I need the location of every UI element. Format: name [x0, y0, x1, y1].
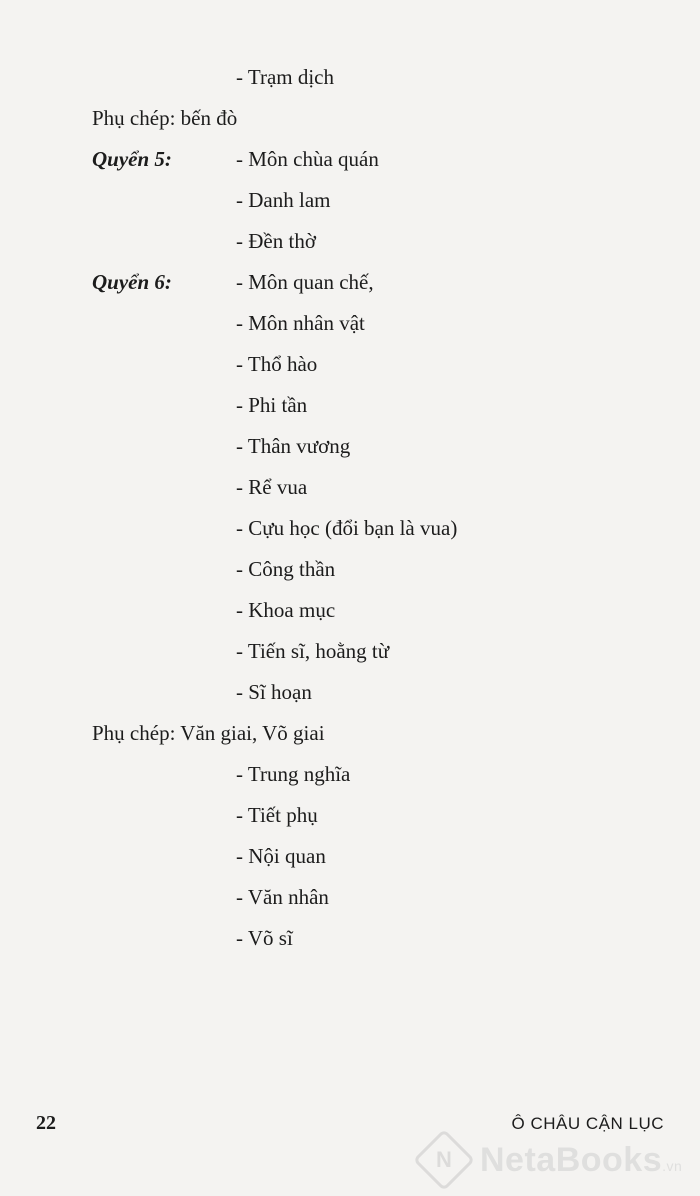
- toc-item-than-vuong: - Thân vương: [236, 434, 351, 458]
- volume-6-label: Quyển 6:: [92, 270, 172, 294]
- toc-item-vo-si: - Võ sĩ: [236, 926, 293, 950]
- appendix-note: Phụ chép: Văn giai, Võ giai: [92, 721, 325, 745]
- page-number: 22: [36, 1112, 56, 1134]
- running-header-title: Ô CHÂU CẬN LỤC: [511, 1114, 664, 1133]
- volume-5-label: Quyển 5:: [92, 147, 172, 171]
- toc-item-khoa-muc: - Khoa mục: [236, 598, 336, 622]
- toc-item-mon-chua-quan: - Môn chùa quán: [236, 147, 379, 171]
- toc-item-mon-quan-che: - Môn quan chế,: [236, 270, 374, 294]
- watermark-text: [480, 1141, 682, 1180]
- toc-item-van-nhan: - Văn nhân: [236, 885, 329, 909]
- toc-item-mon-nhan-vat: - Môn nhân vật: [236, 311, 365, 335]
- watermark: [416, 1134, 700, 1186]
- brand-logo-letter: N: [436, 1146, 452, 1172]
- toc-item-si-hoan: - Sĩ hoạn: [236, 680, 312, 704]
- toc-item-danh-lam: - Danh lam: [236, 188, 331, 212]
- watermark-brand: NetaBooks: [480, 1140, 663, 1179]
- toc-item-tien-si: - Tiến sĩ, hoằng từ: [236, 639, 390, 663]
- toc-item-den-tho: - Đền thờ: [236, 229, 316, 253]
- toc-item-tram-dich: - Trạm dịch: [236, 65, 335, 89]
- toc-item-trung-nghia: - Trung nghĩa: [236, 762, 351, 786]
- toc-item-cuu-hoc: - Cựu học (đổi bạn là vua): [236, 516, 458, 540]
- toc-item-re-vua: - Rể vua: [236, 475, 308, 499]
- appendix-note: Phụ chép: bến đò: [92, 106, 238, 130]
- toc-item-phi-tan: - Phi tần: [236, 393, 308, 417]
- brand-logo-icon: [413, 1129, 475, 1191]
- toc-item-noi-quan: - Nội quan: [236, 844, 326, 868]
- toc-item-cong-than: - Công thần: [236, 557, 336, 581]
- toc-item-tho-hao: - Thổ hào: [236, 352, 318, 376]
- watermark-suffix: .vn: [662, 1157, 683, 1174]
- toc-item-tiet-phu: - Tiết phụ: [236, 803, 318, 827]
